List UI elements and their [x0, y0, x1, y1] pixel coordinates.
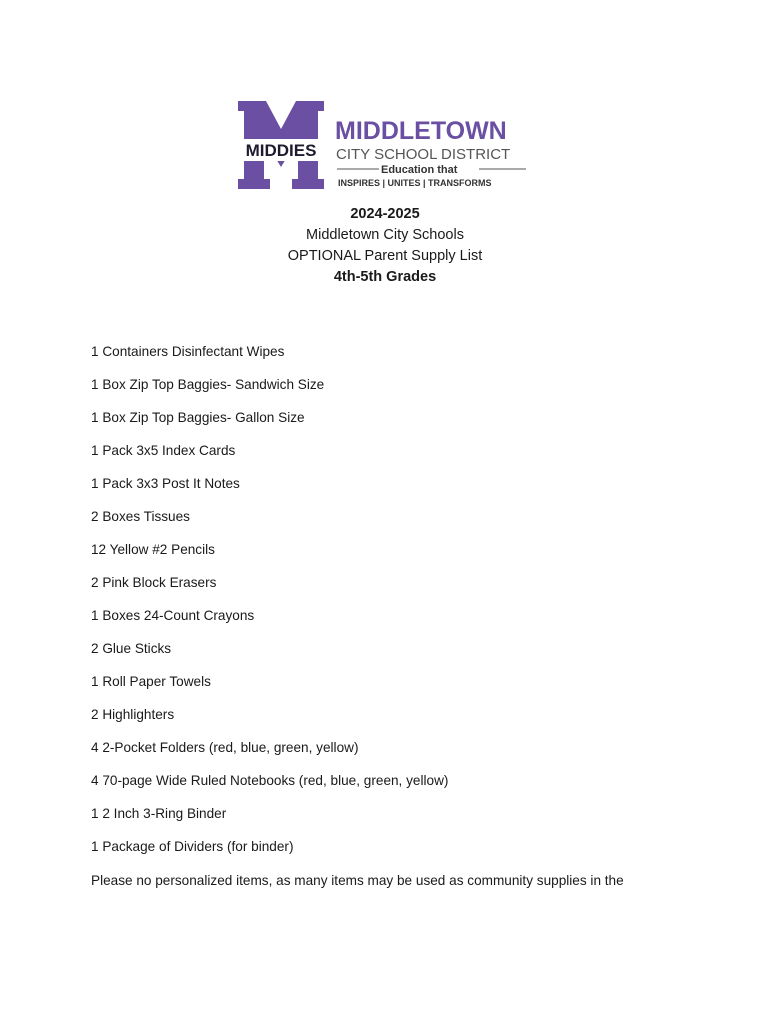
supply-item: 1 Box Zip Top Baggies- Sandwich Size: [91, 377, 325, 392]
logo-tagline: Education that: [381, 164, 458, 176]
supply-item: 1 Roll Paper Towels: [91, 674, 211, 689]
supply-item: 1 Pack 3x5 Index Cards: [91, 443, 236, 458]
supply-item: 2 Glue Sticks: [91, 641, 172, 656]
logo-name: MIDDLETOWN: [335, 117, 507, 145]
school-year: 2024-2025: [350, 206, 420, 222]
logo-subtitle: CITY SCHOOL DISTRICT: [336, 146, 511, 163]
supply-item: 1 Package of Dividers (for binder): [91, 839, 294, 854]
supply-item: 1 Boxes 24-Count Crayons: [91, 608, 255, 623]
supply-item: 12 Yellow #2 Pencils: [91, 542, 215, 557]
supply-item: 1 Box Zip Top Baggies- Gallon Size: [91, 410, 305, 425]
supply-item: 2 Boxes Tissues: [91, 509, 190, 524]
list-title: OPTIONAL Parent Supply List: [287, 248, 483, 264]
school-name: Middletown City Schools: [306, 227, 464, 243]
supply-item: 2 Highlighters: [91, 707, 175, 722]
supply-list: [91, 341, 731, 869]
supply-item: 4 70-page Wide Ruled Notebooks (red, blue, green, yellow): [91, 773, 449, 788]
district-logo: [236, 99, 528, 191]
supply-item: 4 2-Pocket Folders (red, blue, green, yellow): [91, 740, 359, 755]
personalization-note: Please no personalized items, as many items may be used as community supplies in the: [91, 873, 624, 888]
supply-item: 2 Pink Block Erasers: [91, 575, 217, 590]
logo-values: INSPIRES | UNITES | TRANSFORMS: [338, 178, 492, 188]
grade-level: 4th-5th Grades: [333, 269, 437, 285]
supply-item: 1 2 Inch 3-Ring Binder: [91, 806, 227, 821]
supply-item: 1 Pack 3x3 Post It Notes: [91, 476, 240, 491]
document-header: [0, 204, 770, 288]
supply-item: 1 Containers Disinfectant Wipes: [91, 344, 285, 359]
logo-mascot: MIDDIES: [245, 141, 317, 160]
